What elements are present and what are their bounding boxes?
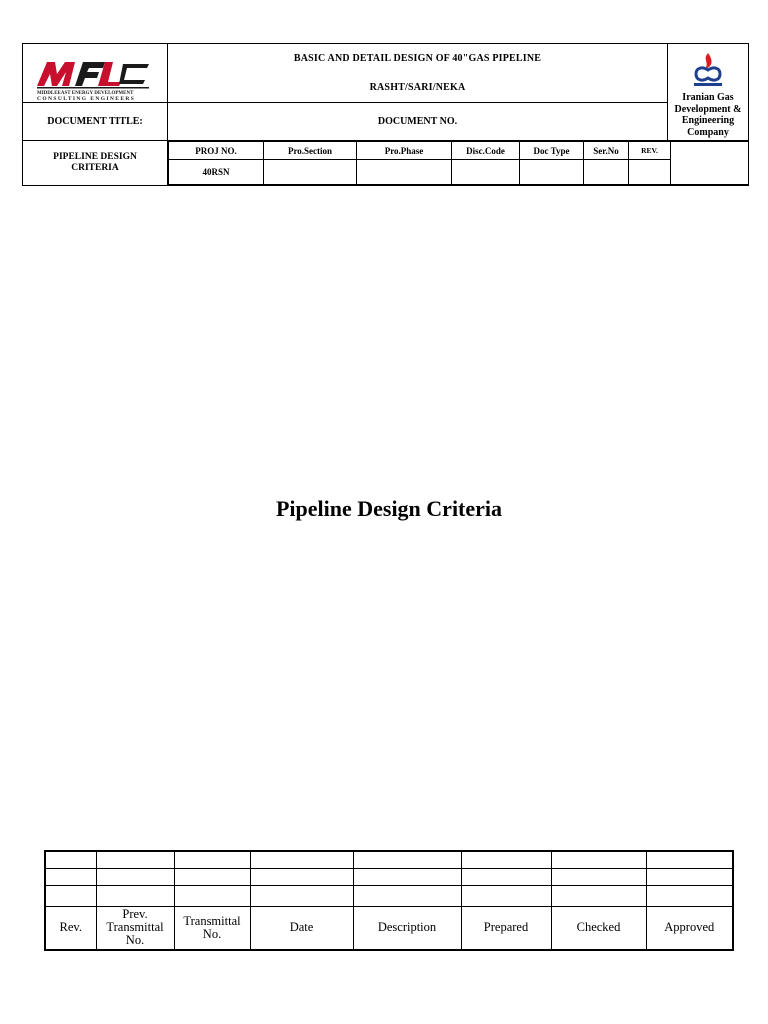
val-pro-phase <box>357 160 452 185</box>
document-no-label: DOCUMENT NO. <box>168 103 668 141</box>
col-disc-code: Disc.Code <box>452 142 520 160</box>
company-logo-cell <box>23 44 168 103</box>
company-logo <box>35 52 157 102</box>
val-rev <box>629 160 671 185</box>
table-row <box>45 868 733 885</box>
flame-icon <box>688 50 728 90</box>
project-title <box>168 44 668 103</box>
val-pro-section <box>264 160 357 185</box>
col-pro-phase: Pro.Phase <box>357 142 452 160</box>
company-tagline-1: MIDDLEEAST ENERGY DEVELOPMENT <box>37 91 134 96</box>
table-row <box>45 885 733 906</box>
document-title-label: DOCUMENT TITLE: <box>23 103 168 141</box>
table-row <box>45 851 733 868</box>
document-code-table <box>168 141 748 185</box>
header-checked: Checked <box>551 906 646 950</box>
project-title-line2: RASHT/SARI/NEKA <box>369 82 466 93</box>
company-tagline-2: CONSULTING ENGINEERS <box>37 96 136 102</box>
client-name-3: Engineering <box>681 115 735 126</box>
table-header-row <box>45 906 733 950</box>
col-rev: REV. <box>629 142 671 160</box>
header-transmittal: Transmittal No. <box>174 906 250 950</box>
col-ser-no: Ser.No <box>584 142 629 160</box>
col-doc-type: Doc Type <box>520 142 584 160</box>
header-prepared: Prepared <box>461 906 551 950</box>
col-pro-section: Pro.Section <box>264 142 357 160</box>
project-title-line1: BASIC AND DETAIL DESIGN OF 40"GAS PIPELINE <box>293 53 542 64</box>
main-title: Pipeline Design Criteria <box>275 496 503 521</box>
val-proj-no: 40RSN <box>169 160 264 185</box>
document-title-value: PIPELINE DESIGN CRITERIA <box>23 141 168 186</box>
client-name-1: Iranian Gas <box>682 92 734 103</box>
revision-table <box>44 850 734 951</box>
client-name-4: Company <box>687 126 729 138</box>
header-approved: Approved <box>646 906 733 950</box>
col-proj-no: PROJ NO. <box>169 142 264 160</box>
header-rev: Rev. <box>45 906 96 950</box>
document-header <box>22 43 748 183</box>
val-ser-no <box>584 160 629 185</box>
val-doc-type <box>520 160 584 185</box>
header-description: Description <box>353 906 461 950</box>
client-name-2: Development & <box>674 103 742 115</box>
val-disc-code <box>452 160 520 185</box>
header-prev-transmittal: Prev. Transmittal No. <box>96 906 174 950</box>
client-logo-cell <box>668 44 749 141</box>
header-date: Date <box>250 906 353 950</box>
